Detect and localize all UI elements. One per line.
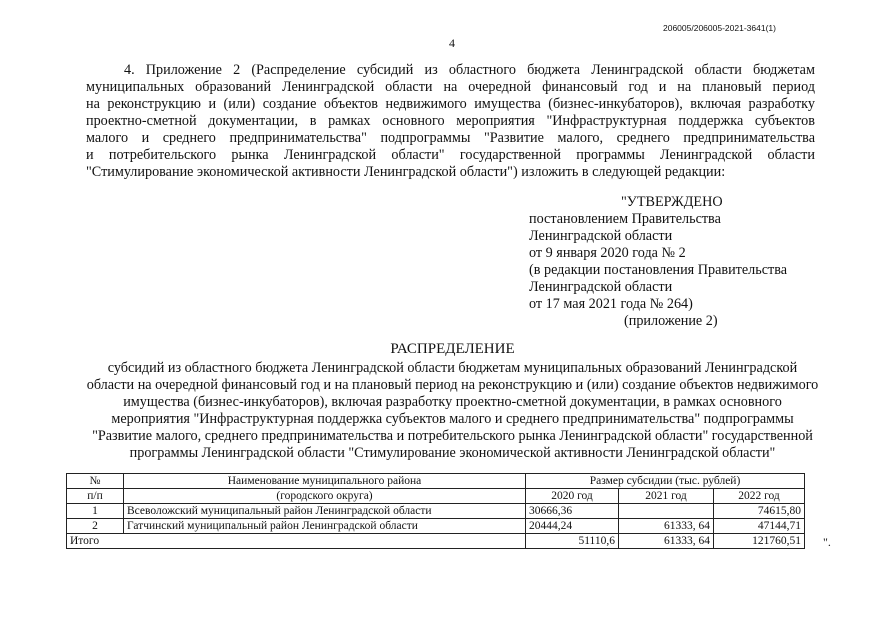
intro-word: области bbox=[767, 147, 815, 163]
intro-line bbox=[86, 130, 815, 147]
header-name-2: (городского округа) bbox=[124, 489, 526, 504]
intro-word: финансовый bbox=[542, 79, 618, 95]
intro-word: недвижимого bbox=[385, 96, 467, 112]
intro-word: основного bbox=[382, 113, 445, 129]
intro-word: "Инфраструктурная bbox=[546, 113, 667, 129]
intro-word: Ленинградской bbox=[591, 62, 684, 78]
intro-word: проектно-сметной bbox=[86, 113, 197, 129]
intro-word: потребительского bbox=[108, 147, 217, 163]
total-2020: 51110,6 bbox=[526, 534, 619, 549]
table-header-row bbox=[67, 474, 805, 489]
intro-word: бюджетам bbox=[753, 62, 815, 78]
intro-word: поддержка bbox=[678, 113, 744, 129]
row-value-2022: 74615,80 bbox=[714, 504, 805, 519]
intro-word: и bbox=[141, 130, 150, 146]
row-value-2020: 20444,24 bbox=[526, 519, 619, 534]
intro-word: период bbox=[772, 79, 815, 95]
approval-line: от 9 января 2020 года № 2 bbox=[529, 245, 686, 261]
intro-word: в bbox=[309, 113, 317, 129]
table-row bbox=[67, 504, 805, 519]
intro-word: рамках bbox=[328, 113, 371, 129]
intro-line bbox=[86, 62, 815, 79]
intro-word: и bbox=[208, 96, 217, 112]
intro-word: документации, bbox=[208, 113, 299, 129]
intro-word: 2 bbox=[233, 62, 241, 78]
header-num-2: п/п bbox=[67, 489, 124, 504]
row-num: 2 bbox=[67, 519, 124, 534]
subtitle-line: программы Ленинградской области "Стимулирование экономической активности Ленинградской области" bbox=[129, 445, 776, 461]
document-id: 206005/206005-2021-3641(1) bbox=[663, 23, 776, 33]
intro-word: субсидий bbox=[356, 62, 414, 78]
intro-word: программы bbox=[576, 147, 645, 163]
intro-line bbox=[86, 96, 815, 113]
approval-line: (в редакции постановления Правительства bbox=[529, 262, 788, 278]
intro-word: на bbox=[443, 79, 458, 95]
subtitle-line: субсидий из областного бюджета Ленинградской области бюджетам муниципальных образований Ленинградской bbox=[107, 360, 798, 376]
intro-word: очередной bbox=[468, 79, 532, 95]
intro-line bbox=[86, 147, 815, 164]
approval-line: постановлением Правительства bbox=[529, 211, 721, 227]
intro-word: среднего bbox=[162, 130, 216, 146]
row-name: Всеволожский муниципальный район Ленинградской области bbox=[124, 504, 526, 519]
row-num: 1 bbox=[67, 504, 124, 519]
intro-word: области bbox=[385, 79, 433, 95]
intro-word: Ленинградской bbox=[283, 147, 377, 163]
intro-word: "Развитие bbox=[483, 130, 544, 146]
intro-word: мероприятия bbox=[456, 113, 535, 129]
total-2022: 121760,51 bbox=[714, 534, 805, 549]
intro-word: объектов bbox=[323, 96, 379, 112]
intro-word: рынка bbox=[231, 147, 269, 163]
intro-word: предпринимательства bbox=[683, 130, 815, 146]
approval-line: (приложение 2) bbox=[624, 313, 718, 329]
intro-word: включая bbox=[690, 96, 741, 112]
intro-word: Ленинградской bbox=[281, 79, 375, 95]
subtitle-line: области на очередной финансовый год и на плановый период на реконструкцию и (или) создание объектов недвижимого bbox=[86, 377, 819, 393]
page-number: 4 bbox=[449, 36, 455, 50]
intro-word: и bbox=[86, 147, 94, 163]
header-year: 2022 год bbox=[714, 489, 805, 504]
intro-word: Приложение bbox=[145, 62, 222, 78]
intro-word: подпрограммы bbox=[380, 130, 471, 146]
table-header-row bbox=[67, 489, 805, 504]
intro-word: создание bbox=[262, 96, 317, 112]
intro-word: муниципальных bbox=[86, 79, 185, 95]
intro-word: субъектов bbox=[754, 113, 815, 129]
total-2021: 61333, 64 bbox=[619, 534, 714, 549]
intro-paragraph bbox=[86, 62, 815, 181]
intro-word: разработку bbox=[748, 96, 815, 112]
header-num: № bbox=[67, 474, 124, 489]
intro-word: плановый bbox=[702, 79, 762, 95]
document-title: РАСПРЕДЕЛЕНИЕ bbox=[390, 341, 515, 357]
total-label: Итого bbox=[67, 534, 526, 549]
row-value-2021 bbox=[619, 504, 714, 519]
approval-line: "УТВЕРЖДЕНО bbox=[621, 194, 723, 210]
subsidy-table bbox=[66, 473, 805, 549]
row-value-2021: 61333, 64 bbox=[619, 519, 714, 534]
header-size: Размер субсидии (тыс. рублей) bbox=[526, 474, 805, 489]
header-year: 2020 год bbox=[526, 489, 619, 504]
approval-line: от 17 мая 2021 года № 264) bbox=[529, 296, 693, 312]
row-name: Гатчинский муниципальный район Ленинградской области bbox=[124, 519, 526, 534]
table-total-row bbox=[67, 534, 805, 549]
intro-word: малого bbox=[86, 130, 129, 146]
closing-quote: ". bbox=[823, 535, 831, 549]
intro-word: области bbox=[694, 62, 742, 78]
header-name: Наименование муниципального района bbox=[124, 474, 526, 489]
intro-word: (Распределение bbox=[251, 62, 346, 78]
header-year: 2021 год bbox=[619, 489, 714, 504]
table-row bbox=[67, 519, 805, 534]
intro-word: среднего bbox=[616, 130, 670, 146]
intro-word: на bbox=[86, 96, 100, 112]
intro-line bbox=[86, 79, 815, 96]
subtitle-line: мероприятия "Инфраструктурная поддержка субъектов малого и среднего предпринимательства" подпрограммы bbox=[111, 411, 794, 427]
intro-word: области" bbox=[391, 147, 445, 163]
row-value-2020: 30666,36 bbox=[526, 504, 619, 519]
intro-word: 4. bbox=[124, 62, 135, 78]
intro-word: бюджета bbox=[527, 62, 580, 78]
intro-line bbox=[86, 113, 815, 130]
intro-word: год bbox=[628, 79, 648, 95]
intro-word: имущества bbox=[474, 96, 541, 112]
intro-word: (или) bbox=[223, 96, 256, 112]
intro-word: и bbox=[658, 79, 667, 95]
approval-line: Ленинградской области bbox=[529, 279, 673, 295]
intro-word: государственной bbox=[459, 147, 561, 163]
intro-word: из bbox=[424, 62, 438, 78]
subtitle-line: имущества (бизнес-инкубаторов), включая разработку проектно-сметной документации, в рамках основного bbox=[123, 394, 782, 410]
intro-line: "Стимулирование экономической активности Ленинградской области") изложить в следующей редакции: bbox=[86, 164, 726, 180]
intro-word: на bbox=[677, 79, 692, 95]
intro-word: областного bbox=[448, 62, 516, 78]
intro-word: (бизнес-инкубаторов), bbox=[548, 96, 683, 112]
intro-word: реконструкцию bbox=[107, 96, 201, 112]
approval-line: Ленинградской области bbox=[529, 228, 673, 244]
intro-word: малого, bbox=[557, 130, 604, 146]
intro-word: Ленинградской bbox=[660, 147, 753, 163]
intro-word: образований bbox=[195, 79, 272, 95]
row-value-2022: 47144,71 bbox=[714, 519, 805, 534]
subtitle-line: "Развитие малого, среднего предпринимательства и потребительского рынка Ленинградской области" государственной bbox=[92, 428, 813, 444]
intro-word: предпринимательства" bbox=[229, 130, 367, 146]
